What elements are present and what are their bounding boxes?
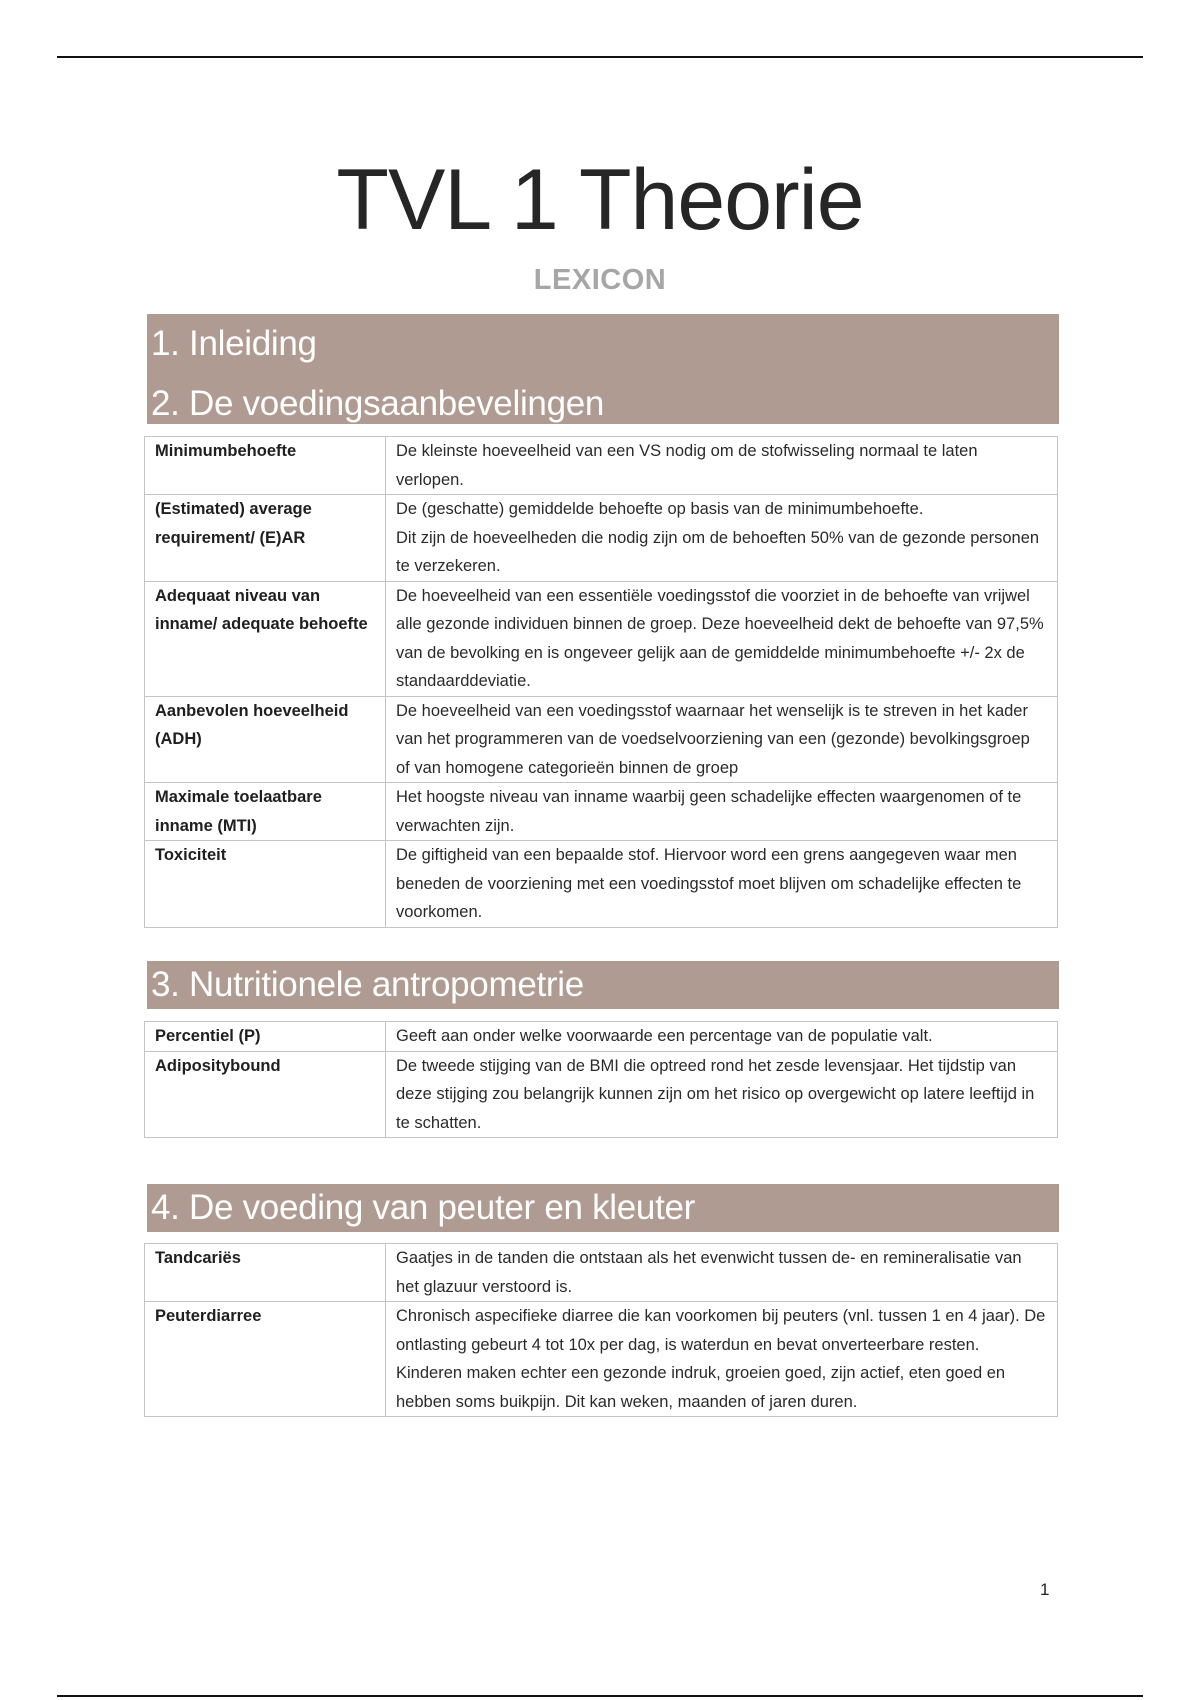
header-rule <box>57 56 1143 58</box>
lexicon-table-voedingsaanbevelingen <box>144 436 1058 928</box>
table-row <box>145 1244 1058 1302</box>
section-heading-inleiding: 1. Inleiding <box>151 324 317 363</box>
term-cell: Adequaat niveau van inname/ adequate behoefte <box>145 581 386 696</box>
section-heading-peuter-kleuter: 4. De voeding van peuter en kleuter <box>151 1188 696 1227</box>
term-cell: Peuterdiarree <box>145 1302 386 1417</box>
document-title: TVL 1 Theorie <box>336 152 864 248</box>
term-cell: Toxiciteit <box>145 841 386 928</box>
definition-cell: Gaatjes in de tanden die ontstaan als het evenwicht tussen de- en remineralisatie van het glazuur verstoord is. <box>386 1244 1058 1302</box>
table-row <box>145 581 1058 696</box>
lexicon-table-peuter-kleuter <box>144 1243 1058 1417</box>
section-heading-band-1-2 <box>147 314 1059 424</box>
definition-cell: De hoeveelheid van een essentiële voedingsstof die voorziet in de behoefte van vrijwel alle gezonde individuen binnen de groep. Deze hoeveelheid dekt de behoefte van 97,5% van de bevolking en is ongeveer gelijk aan de gemiddelde minimumbehoefte +/- 2x de standaarddeviatie. <box>386 581 1058 696</box>
table-row <box>145 841 1058 928</box>
page-number: 1 <box>1040 1580 1050 1599</box>
definition-cell: Het hoogste niveau van inname waarbij geen schadelijke effecten waargenomen of te verwachten zijn. <box>386 783 1058 841</box>
term-cell: (Estimated) average requirement/ (E)AR <box>145 495 386 582</box>
definition-cell: De kleinste hoeveelheid van een VS nodig om de stofwisseling normaal te laten verlopen. <box>386 437 1058 495</box>
definition-cell: De hoeveelheid van een voedingsstof waarnaar het wenselijk is te streven in het kader van het programmeren van de voedselvoorziening van een (gezonde) bevolkingsgroep of van homogene categorieën binnen de groep <box>386 696 1058 783</box>
term-cell: Minimumbehoefte <box>145 437 386 495</box>
definition-cell: De (geschatte) gemiddelde behoefte op basis van de minimumbehoefte. Dit zijn de hoeveelheden die nodig zijn om de behoeften 50% van de gezonde personen te verzekeren. <box>386 495 1058 582</box>
definition-cell: De tweede stijging van de BMI die optreed rond het zesde levensjaar. Het tijdstip van deze stijging zou belangrijk kunnen zijn om het risico op overgewicht op latere leeftijd in te schatten. <box>386 1051 1058 1138</box>
definition-cell: Chronisch aspecifieke diarree die kan voorkomen bij peuters (vnl. tussen 1 en 4 jaar). De ontlasting gebeurt 4 tot 10x per dag, is waterdun en bevat onverteerbare resten. Kinderen maken echter een gezonde indruk, groeien goed, zijn actief, eten goed en hebben soms buikpijn. Dit kan weken, maanden of jaren duren. <box>386 1302 1058 1417</box>
term-cell: Aanbevolen hoeveelheid (ADH) <box>145 696 386 783</box>
section-heading-band-4 <box>147 1184 1059 1232</box>
definition-cell: De giftigheid van een bepaalde stof. Hiervoor word een grens aangegeven waar men beneden de voorziening met een voedingsstof moet blijven om schadelijke effecten te voorkomen. <box>386 841 1058 928</box>
table-row <box>145 783 1058 841</box>
footer-rule <box>57 1695 1143 1697</box>
table-row <box>145 1051 1058 1138</box>
section-heading-band-3 <box>147 961 1059 1009</box>
table-row <box>145 696 1058 783</box>
term-cell: Adipositybound <box>145 1051 386 1138</box>
table-row <box>145 1022 1058 1052</box>
table-row <box>145 495 1058 582</box>
table-row <box>145 1302 1058 1417</box>
document-subtitle: LEXICON <box>533 264 667 296</box>
table-row <box>145 437 1058 495</box>
section-heading-antropometrie: 3. Nutritionele antropometrie <box>151 965 584 1004</box>
term-cell: Maximale toelaatbare inname (MTI) <box>145 783 386 841</box>
section-heading-voedingsaanbevelingen: 2. De voedingsaanbevelingen <box>151 384 605 423</box>
term-cell: Tandcariës <box>145 1244 386 1302</box>
term-cell: Percentiel (P) <box>145 1022 386 1052</box>
definition-cell: Geeft aan onder welke voorwaarde een percentage van de populatie valt. <box>386 1022 1058 1052</box>
lexicon-table-antropometrie <box>144 1021 1058 1138</box>
